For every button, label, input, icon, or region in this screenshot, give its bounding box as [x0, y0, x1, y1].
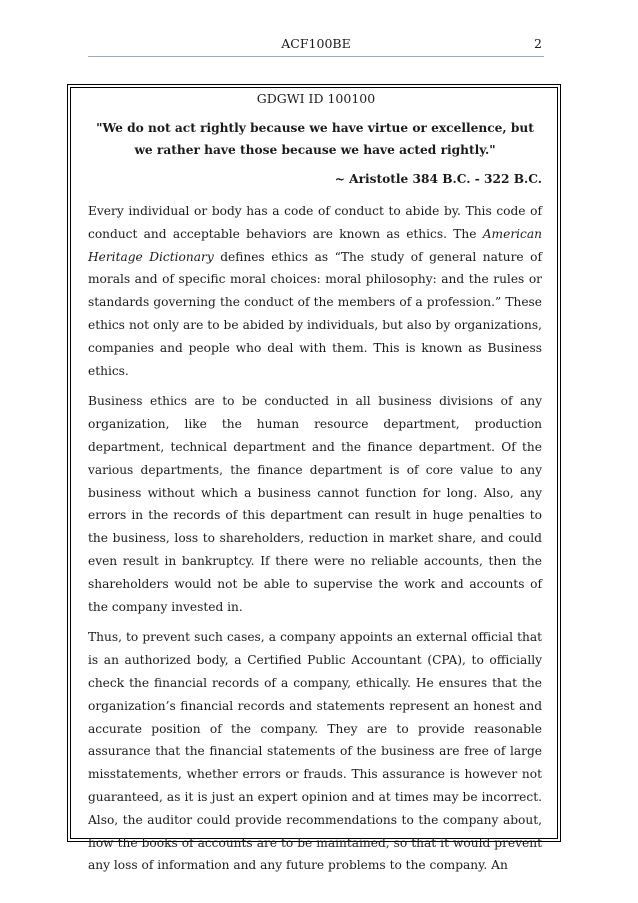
paragraph-text: Every individual or body has a code of conduct to abide by. This code of conduct and acceptable behaviors are known as ethics. The: [88, 204, 542, 241]
header-rule: [88, 56, 544, 57]
page-header: [88, 34, 544, 106]
page-number: 2: [534, 36, 542, 51]
dictionary-title: American Heritage Dictionary: [88, 226, 542, 264]
epigraph-attribution: ~ Aristotle 384 B.C. - 322 B.C.: [334, 172, 542, 186]
epigraph-quote: "We do not act rightly because we have virtue or excellence, but we rather have those because we have acted rightly.": [96, 121, 534, 157]
document-body: [88, 117, 542, 877]
paragraph-text: defines ethics as “The study of general nature of morals and of specific moral choices: moral philosophy: and the rules or standards governing the conduct of the members of a profession.” These ethics not only are to be abided by individuals, but also by organizations, companies and people who deal with them. This is known as Business ethics.: [88, 249, 542, 378]
paragraph-auditor: Thus, to prevent such cases, a company appoints an external official that is an authorized body, a Certified Public Accountant (CPA), to officially check the financial records of a company, ethically. He ensures that the organization’s financial records and statements represent an honest and accurate position of the company. They are to provide reasonable assurance that the financial statements of the business are free of large misstatements, whether errors or frauds. This assurance is however not guaranteed, as it is just an expert opinion and at times may be incorrect. Also, the auditor could provide recommendations to the company about, how the books of accounts are to be maintained, so that it would prevent any loss of information and any future problems to the company. An: [88, 630, 542, 873]
header-subtitle: GDGWI ID 100100: [256, 91, 376, 106]
paragraph-business-ethics: Business ethics are to be conducted in all business divisions of any organization, like the human resource department, production department, technical department and the finance department. Of the various departments, the finance department is of core value to any business without which a business cannot function for long. Also, any errors in the records of this department can result in huge penalties to the business, loss to shareholders, reduction in market share, and could even result in bankruptcy. If there were no reliable accounts, then the shareholders would not be able to supervise the work and accounts of the company invested in.: [88, 394, 542, 614]
header-title: ACF100BE: [281, 36, 351, 51]
paragraph-ethics-definition: [88, 200, 542, 382]
